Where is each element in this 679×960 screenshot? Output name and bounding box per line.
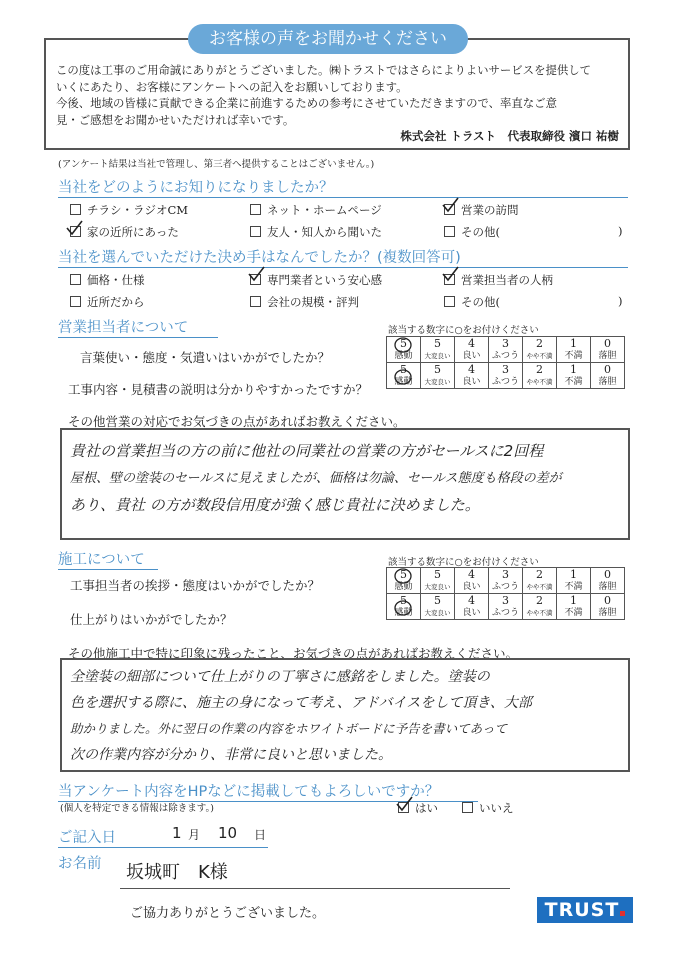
rating-label: 落胆: [598, 582, 617, 592]
month-value: 1: [172, 824, 182, 842]
sales-free-answer: [70, 438, 626, 519]
name-value: 坂城町 K様: [126, 862, 228, 883]
rating-cell[interactable]: [557, 568, 591, 594]
rating-label: やや不満: [526, 352, 553, 360]
rating-number: 4: [468, 363, 475, 376]
sales-rating-instruction: 該当する数字に○をお付けください: [388, 325, 539, 336]
rating-cell[interactable]: [523, 337, 557, 363]
option-label: 専門業者という安心感: [267, 273, 382, 287]
rating-cell[interactable]: [421, 568, 455, 594]
sales-free-question: その他営業の対応でお気づきの点があればお教えください。: [68, 414, 406, 429]
circle-mark-icon: [390, 336, 416, 354]
rating-label: 感動: [394, 608, 413, 618]
rating-number: 0: [604, 337, 611, 350]
answer-line: 助かりました。外に翌日の作業の内容をホワイトボードに予告を書いてあって: [70, 721, 508, 736]
rating-label: 不満: [564, 582, 583, 592]
answer-line: あり、貴社 の方が数段信用度が強く感じ貴社に決めました。: [70, 496, 480, 514]
option-label: チラシ・ラジオCM: [87, 203, 189, 217]
q2-option[interactable]: [250, 272, 382, 288]
greeting-line: いくにあたり、お客様にアンケートへの記入をお願いしております。: [56, 79, 408, 94]
rating-cell[interactable]: [591, 337, 625, 363]
rating-number: 2: [536, 337, 543, 350]
rating-number: 5: [434, 363, 441, 376]
rating-cell[interactable]: [421, 337, 455, 363]
name-underline: [120, 888, 510, 889]
logo-dot-icon: [620, 911, 625, 916]
construction-free-question: その他施工中で特に印象に残ったこと、お気づきの点があればお教えください。: [68, 646, 519, 661]
rating-label: 大変良い: [424, 609, 451, 617]
rating-label: 感動: [394, 377, 413, 387]
option-label: 営業の訪問: [461, 203, 519, 217]
rating-cell[interactable]: [489, 594, 523, 620]
signature: 株式会社 トラスト 代表取締役 濱口 祐樹: [400, 129, 619, 143]
rating-label: 不満: [564, 351, 583, 361]
rating-label: 落胆: [598, 377, 617, 387]
rating-cell[interactable]: [455, 594, 489, 620]
option-label: 家の近所にあった: [87, 225, 179, 239]
rating-label: 良い: [462, 351, 481, 361]
rating-cell[interactable]: [557, 363, 591, 389]
rating-cell[interactable]: [591, 568, 625, 594]
rating-number: 5: [434, 568, 441, 581]
answer-line: 貴社の営業担当の方の前に他社の同業社の営業の方がセールスに2回程: [70, 442, 544, 460]
rating-cell[interactable]: [557, 337, 591, 363]
thanks-text: ご協力ありがとうございました。: [130, 906, 326, 921]
rating-row: [387, 568, 625, 594]
rating-number: 0: [604, 594, 611, 607]
rating-label: 落胆: [598, 608, 617, 618]
rating-number: 0: [604, 363, 611, 376]
rating-number: 1: [570, 363, 577, 376]
checkbox-icon[interactable]: [444, 226, 455, 237]
rating-number: 5: [434, 594, 441, 607]
logo-text: TRUST: [544, 899, 620, 921]
rating-label: ふつう: [491, 608, 519, 618]
rating-cell[interactable]: [421, 594, 455, 620]
option-label: いいえ: [479, 801, 514, 815]
greeting-line: 見・ご感想をお聞かせいただければ幸いです。: [56, 112, 295, 127]
option-label: 友人・知人から聞いた: [267, 225, 382, 239]
rating-number: 5: [400, 594, 407, 607]
circle-mark-icon: [390, 368, 416, 386]
checkbox-icon[interactable]: [250, 204, 261, 215]
q2-heading: 当社を選んでいただけた決め手はなんでしたか？(複数回答可): [58, 246, 628, 268]
rating-cell[interactable]: [557, 594, 591, 620]
rating-number: 4: [468, 337, 475, 350]
rating-number: 3: [502, 337, 509, 350]
construction-question-2: 仕上がりはいかがでしたか？: [70, 612, 233, 627]
rating-number: 3: [502, 363, 509, 376]
publish-heading: 当アンケート内容をHPなどに掲載してもよろしいですか？: [58, 780, 478, 802]
rating-cell[interactable]: [591, 363, 625, 389]
construction-rating-table: [386, 567, 625, 620]
rating-label: ふつう: [491, 582, 519, 592]
rating-cell[interactable]: [421, 363, 455, 389]
answer-line: 全塗装の細部について仕上がりの丁寧さに感銘をしました。塗装の: [70, 669, 490, 685]
check-mark-icon: [440, 265, 462, 285]
day-label: 日: [254, 828, 267, 842]
rating-row: [387, 594, 625, 620]
rating-number: 5: [400, 363, 407, 376]
check-mark-icon: [64, 219, 86, 239]
rating-number: 3: [502, 568, 509, 581]
option-label: 近所だから: [87, 295, 145, 309]
rating-number: 5: [400, 337, 407, 350]
rating-label: やや不満: [526, 378, 553, 386]
rating-number: 4: [468, 568, 475, 581]
check-mark-icon: [246, 265, 268, 285]
rating-cell[interactable]: [489, 568, 523, 594]
rating-number: 2: [536, 594, 543, 607]
checkbox-icon[interactable]: [444, 296, 455, 307]
rating-cell[interactable]: [489, 363, 523, 389]
name-label: お名前: [58, 856, 102, 872]
checkbox-icon[interactable]: [250, 226, 261, 237]
rating-cell[interactable]: [455, 568, 489, 594]
rating-label: ふつう: [491, 377, 519, 387]
q1-option[interactable]: [250, 202, 382, 218]
survey-title: お客様の声をお聞かせください: [188, 24, 468, 54]
option-label: 営業担当者の人柄: [461, 273, 553, 287]
check-mark-icon: [440, 196, 462, 216]
rating-label: 良い: [462, 608, 481, 618]
rating-number: 0: [604, 568, 611, 581]
month-label: 月: [188, 828, 201, 842]
rating-label: 大変良い: [424, 378, 451, 386]
greeting-line: 今後、地域の皆様に貢献できる企業に前進するための参考にさせていただきますので、率直なご意: [56, 96, 557, 110]
q1-close-paren: ): [618, 224, 623, 238]
greeting-text: [56, 62, 622, 128]
q2-option[interactable]: [70, 294, 145, 310]
rating-cell[interactable]: [489, 337, 523, 363]
rating-number: 3: [502, 594, 509, 607]
rating-number: 1: [570, 337, 577, 350]
q2-close-paren: ): [618, 294, 623, 308]
q1-option[interactable]: [250, 224, 382, 240]
rating-label: 不満: [564, 608, 583, 618]
rating-row: [387, 363, 625, 389]
q2-option[interactable]: [444, 294, 500, 310]
rating-cell[interactable]: [455, 363, 489, 389]
construction-question-1: 工事担当者の挨拶・態度はいかがでしたか？: [70, 578, 321, 593]
answer-line: 次の作業内容が分かり、非常に良いと思いました。: [70, 747, 392, 763]
q2-option[interactable]: [250, 294, 359, 310]
rating-number: 5: [400, 568, 407, 581]
rating-label: 落胆: [598, 351, 617, 361]
rating-label: 大変良い: [424, 352, 451, 360]
trust-logo: [537, 897, 633, 923]
option-label: その他(: [461, 225, 500, 239]
rating-label: 大変良い: [424, 583, 451, 591]
sales-heading: 営業担当者について: [58, 316, 218, 338]
rating-label: 良い: [462, 377, 481, 387]
q1-option[interactable]: [70, 202, 188, 218]
rating-label: やや不満: [526, 609, 553, 617]
q1-option[interactable]: [70, 224, 179, 240]
greeting-line: この度は工事のご用命誠にありがとうございました。㈱トラストではさらによりよいサービスを提供して: [56, 63, 592, 77]
privacy-note: (アンケート結果は当社で管理し、第三者へ提供することはございません。): [58, 159, 375, 170]
option-label: ネット・ホームページ: [267, 203, 382, 217]
checkbox-icon[interactable]: [462, 802, 473, 813]
date-label: ご記入日: [58, 830, 116, 846]
publish-no-option[interactable]: [462, 800, 514, 816]
check-mark-icon: [394, 795, 416, 815]
checkbox-icon[interactable]: [70, 274, 81, 285]
q1-heading: 当社をどのようにお知りになりましたか？: [58, 176, 628, 198]
rating-number: 2: [536, 568, 543, 581]
rating-cell[interactable]: [523, 594, 557, 620]
sales-question-1: 言葉使い・態度・気遣いはいかがでしたか？: [80, 350, 331, 365]
rating-number: 1: [570, 594, 577, 607]
answer-line: 屋根、壁の塗装のセールスに見えましたが、価格は勿論、セールス態度も格段の差が: [70, 471, 562, 486]
option-label: その他(: [461, 295, 500, 309]
rating-number: 5: [434, 337, 441, 350]
publish-note: (個人を特定できる情報は除きます。): [60, 803, 214, 814]
checkbox-icon[interactable]: [70, 204, 81, 215]
answer-line: 色を選択する際に、施主の身になって考え、アドバイスをして頂き、大部: [70, 695, 532, 711]
sales-question-2: 工事内容・見積書の説明は分かりやすかったですか？: [68, 382, 369, 397]
q2-option[interactable]: [70, 272, 145, 288]
rating-label: ふつう: [491, 351, 519, 361]
rating-number: 4: [468, 594, 475, 607]
option-label: 会社の規模・評判: [267, 295, 359, 309]
rating-label: やや不満: [526, 583, 553, 591]
rating-cell[interactable]: [523, 363, 557, 389]
rating-label: 良い: [462, 582, 481, 592]
q1-option[interactable]: [444, 224, 500, 240]
rating-label: 感動: [394, 351, 413, 361]
construction-rating-instruction: 該当する数字に○をお付けください: [388, 557, 539, 568]
rating-cell[interactable]: [591, 594, 625, 620]
rating-label: 感動: [394, 582, 413, 592]
rating-cell[interactable]: [523, 568, 557, 594]
option-label: はい: [415, 801, 438, 815]
rating-row: [387, 337, 625, 363]
option-label: 価格・仕様: [87, 273, 145, 287]
construction-heading: 施工について: [58, 548, 158, 570]
rating-number: 1: [570, 568, 577, 581]
sales-rating-table: [386, 336, 625, 389]
day-value: 10: [218, 824, 238, 842]
checkbox-icon[interactable]: [250, 296, 261, 307]
rating-label: 不満: [564, 377, 583, 387]
circle-mark-icon: [390, 567, 416, 585]
rating-number: 2: [536, 363, 543, 376]
circle-mark-icon: [390, 599, 416, 617]
rating-cell[interactable]: [455, 337, 489, 363]
checkbox-icon[interactable]: [70, 296, 81, 307]
construction-free-answer: [70, 664, 626, 768]
